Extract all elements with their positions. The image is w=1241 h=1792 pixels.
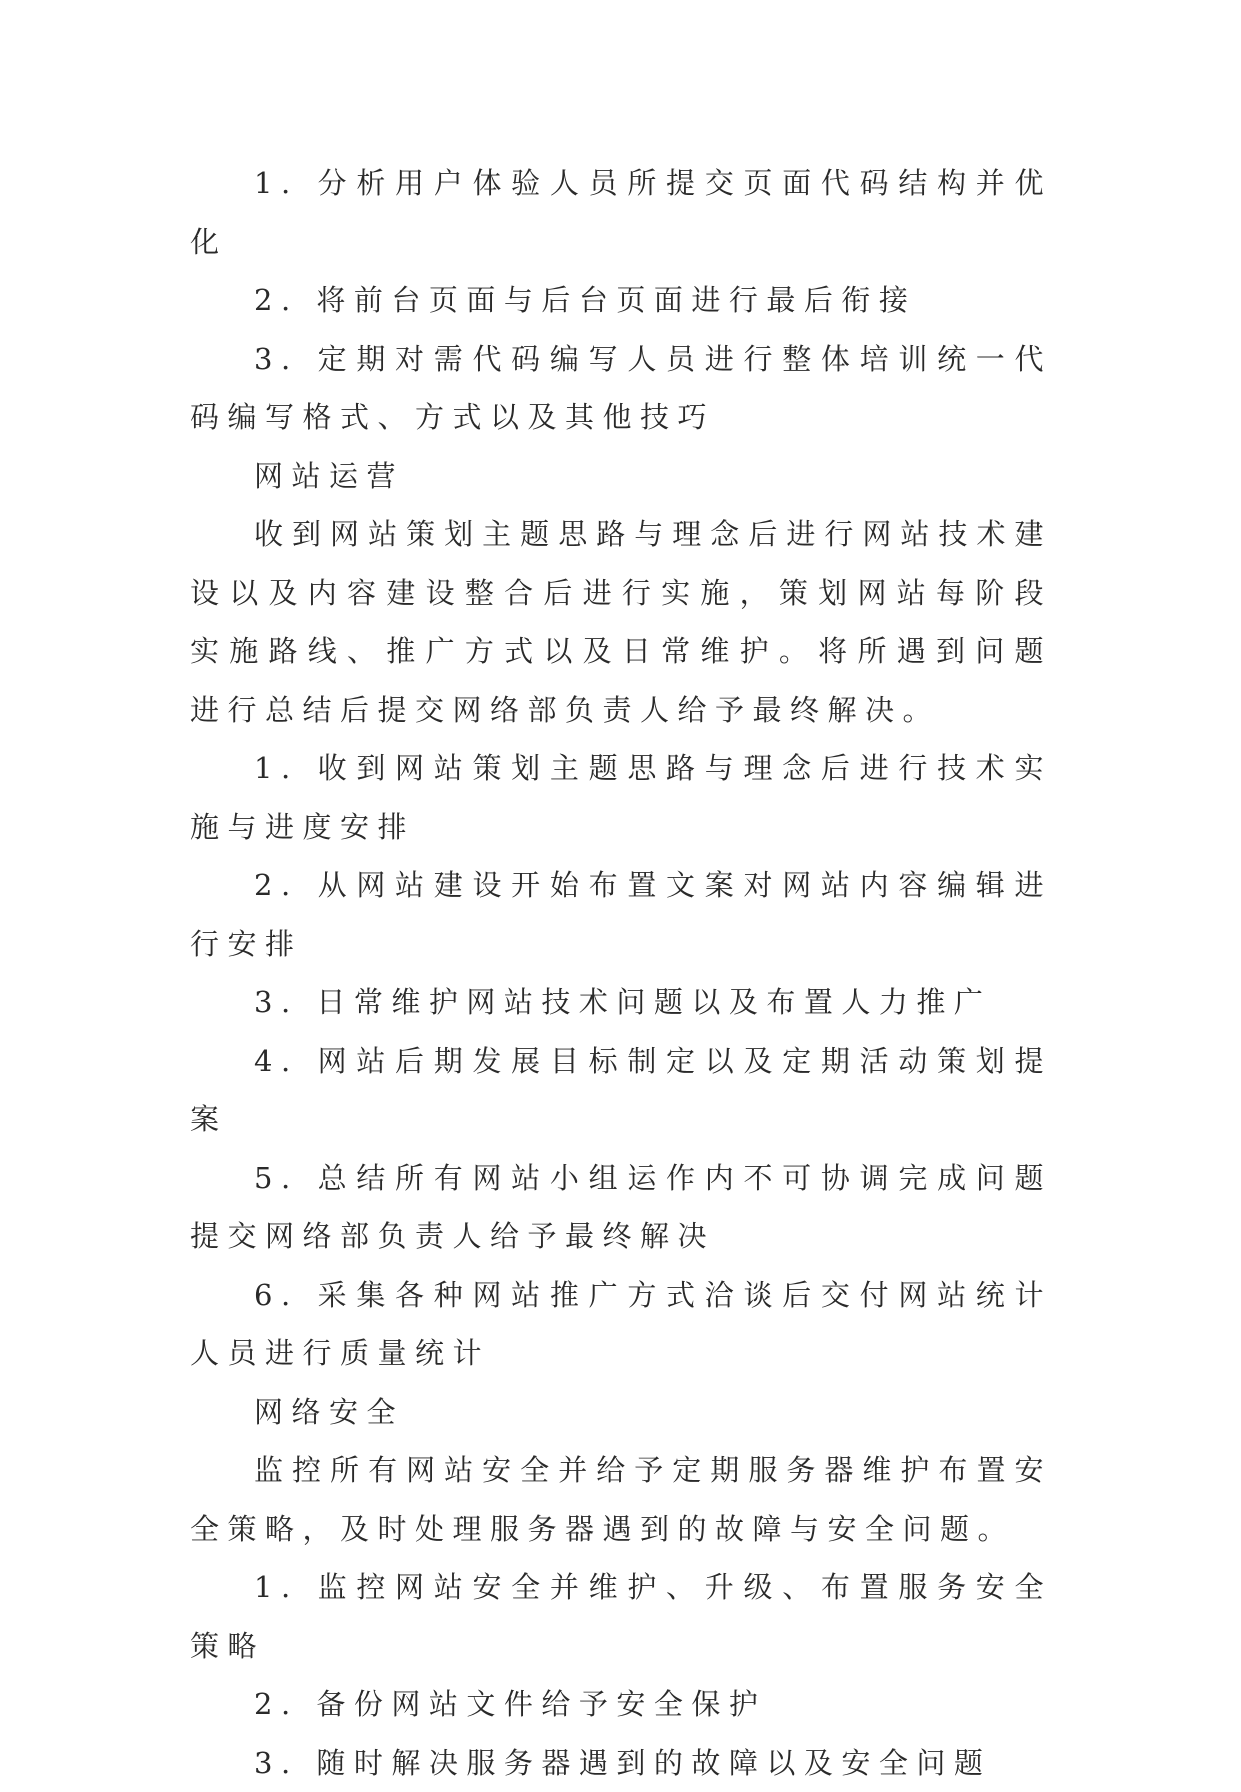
document-body (190, 154, 1052, 1792)
list-item-technical-implementation: 1. 收到网站策划主题思路与理念后进行技术实施与进度安排 (190, 739, 1052, 856)
list-item-backup-files: 2. 备份网站文件给予安全保护 (190, 1675, 1052, 1734)
list-item-content-arrangement: 2. 从网站建设开始布置文案对网站内容编辑进行安排 (190, 856, 1052, 973)
list-item-code-training: 3. 定期对需代码编写人员进行整体培训统一代码编写格式、方式以及其他技巧 (190, 330, 1052, 447)
list-item-development-goals: 4. 网站后期发展目标制定以及定期活动策划提案 (190, 1032, 1052, 1149)
section-heading-network-security: 网络安全 (190, 1383, 1052, 1442)
list-item-optimize-code: 1. 分析用户体验人员所提交页面代码结构并优化 (190, 154, 1052, 271)
list-item-security-policy: 1. 监控网站安全并维护、升级、布置服务安全策略 (190, 1558, 1052, 1675)
section-heading-website-operation: 网站运营 (190, 447, 1052, 506)
paragraph-network-security: 监控所有网站安全并给予定期服务器维护布置安全策略，及时处理服务器遇到的故障与安全问题。 (190, 1441, 1052, 1558)
list-item-submit-issues: 5. 总结所有网站小组运作内不可协调完成问题提交网络部负责人给予最终解决 (190, 1149, 1052, 1266)
list-item-promotion-statistics: 6. 采集各种网站推广方式洽谈后交付网站统计人员进行质量统计 (190, 1266, 1052, 1383)
list-item-resolve-faults: 3. 随时解决服务器遇到的故障以及安全问题 (190, 1734, 1052, 1792)
list-item-daily-maintenance: 3. 日常维护网站技术问题以及布置人力推广 (190, 973, 1052, 1032)
paragraph-website-operation: 收到网站策划主题思路与理念后进行网站技术建设以及内容建设整合后进行实施，策划网站每阶段实施路线、推广方式以及日常维护。将所遇到问题进行总结后提交网络部负责人给予最终解决。 (190, 505, 1052, 739)
list-item-connect-frontend-backend: 2. 将前台页面与后台页面进行最后衔接 (190, 271, 1052, 330)
